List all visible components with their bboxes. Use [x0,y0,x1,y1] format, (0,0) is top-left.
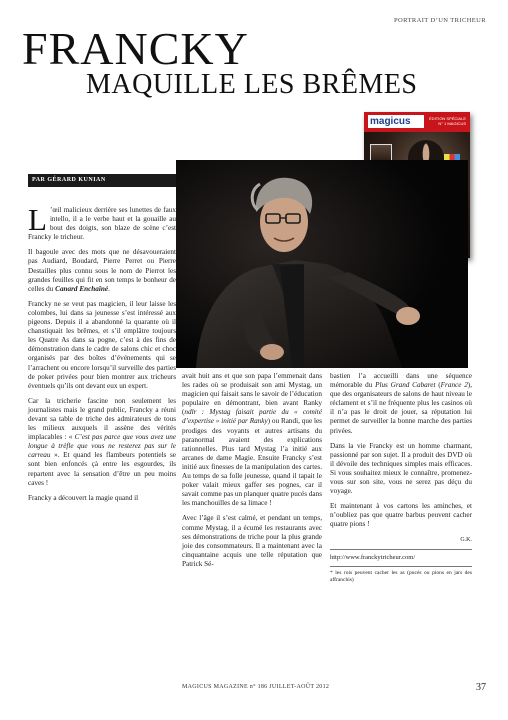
paragraph [182,372,322,508]
dropcap: L [28,202,47,237]
paragraph-text: . [108,284,110,293]
paragraph [28,248,176,293]
channel-name: France 2 [440,381,468,390]
paragraph [28,397,176,488]
paragraph-text: ), que des organisateurs de salons de haut niveau le réclament et s’il ne fréquente plus les casinos où il n’a pas le droit de jouer, sa réputation lui permet de surveiller la bonne marche des parties privées. [330,381,472,435]
paragraph: Francky ne se veut pas magicien, il leur laisse les colombes, lui dans sa jeunesse s’est intéressé aux pigeons. Depuis il a abandonné la quarante où il chanstiquait les brêmes, et s’il emplâtre toujours les Quatre As dans sa pogne, c’est à des fins de démonstration dans le cadre de salons chic et choc organisés par des boîtes d’événements qui se l’arrachent ou encore lorsqu’il surveille des parties de poker privées pour bien montrer aux tricheurs éventuels qu’ils ont devant eux un expert. [28,299,176,390]
paragraph-text: Il bagoule avec des mots que ne désavoueraient pas Audiard, Boudard, Pierre Perret ou Pierre Destailles plus connu sous le nom de Pierrot les grandes feuilles qui fit en son temps le bonheur de celles du [28,248,176,293]
portrait-illustration [176,160,468,368]
divider [330,549,472,550]
byline: PAR GÉRARD KUNIAN [32,177,106,183]
article-column-2 [182,372,322,575]
paragraph-text: ) ou Randi, que les prodiges des voyants et autres artisans du paranormal avaient des explications rationnelles. Plus tard Mystag l’a initié aux arcanes de dame Magie. Ensuite Francky s’est initié aux finesses de la manipulation des cartes. Au temps de sa folle jeunesse, quand il tapait le poker valait mieux gaffer ses pognes, car il savait comme pas un planquer quatre pucés dans les manchouilles de sa limace ! [182,417,322,508]
article-column-1 [28,202,176,509]
divider [330,566,472,567]
article-column-3 [330,372,472,584]
paragraph-text: ( [435,381,441,390]
footnote: * les rois peuvent cacher les as (pucés ou pions en jars des affranchis) [330,569,472,583]
paragraph-text: avait huit ans et que son papa l’emmenait dans les rades où se produisait son ami Mystag, un magicien qui faisait sans le savoir de l’éducation populaire en démontrant, bien avant Ranky ( [182,372,322,417]
paragraph [330,372,472,436]
cover-masthead: magicus [368,115,424,128]
article-title: FRANCKY [22,23,249,74]
author-signature: G.K. [460,536,472,543]
paragraph [28,202,176,242]
paragraph: Dans la vie Francky est un homme charmant, passionné par son sujet. Il a produit des DVD où il dévoile des techniques simples mais efficaces. Si vous souhaitez mieux le connaître, promenez-vous sur son site, vous ne serez pas déçu du voyage. [330,441,472,496]
paragraph: Francky a découvert la magie quand il [28,493,139,502]
paragraph: Et maintenant à vos cartons les aminches, et n’oubliez pas que quatre barbus peuvent cacher quatre pions ! [330,502,472,529]
editor-note: ndlr : Mystag faisait partie du « comité d’expertise » initié par Ranky [182,408,322,426]
section-kicker: PORTRAIT D’UN TRICHEUR [394,17,486,24]
page-number: 37 [476,682,486,693]
show-name: Plus Grand Cabaret [375,381,436,390]
publication-name: Canard Enchaîné [55,284,109,293]
paragraph-text: bastien l’a accueilli dans une séquence mémorable du [330,372,472,390]
article-subtitle: MAQUILLE LES BRÊMES [86,69,418,100]
website-link[interactable]: http://www.franckytricheur.com/ [330,553,416,561]
issue-footer: MAGICUS MAGAZINE n° 186 JUILLET-AOÛT 2012 [182,684,330,690]
paragraph-text: ’œil malicieux derrière ses lunettes de faux intello, il a le verbe haut et la gouaille au bout des doigts, son blaze de scène c’est Francky le tricheur. [28,206,176,242]
paragraph-text: ». Et quand les flambeurs potentiels se sont bien enfoncés çà entre les esgourdes, ils repartent avec la sensation d’être un peu moins caves ! [28,451,176,487]
portrait-photo [176,160,468,368]
paragraph-text: Car la tricherie fascine non seulement les journalistes mais le grand public, Francky a réuni devant sa table de triche des admirateurs de tous les milieux auxquels il assène des vérités implacables : « [28,396,176,442]
quote: C’est pas parce que vous avez une longue à trèfle que vous ne resterez pas sur le carreau [28,433,176,460]
cover-tagline: ÉDITION SPÉCIALE N° 1 MAGICUS [429,116,466,126]
paragraph: Avec l’âge il s’est calmé, et pendant un temps, comme Mystag, il a écumé les restaurants avec ses démonstrations de triche pour la plus grande joie des consommateurs. Il a maintenant avec la cinquantaine acquis une telle réputation que Patrick Sé- [182,514,322,568]
